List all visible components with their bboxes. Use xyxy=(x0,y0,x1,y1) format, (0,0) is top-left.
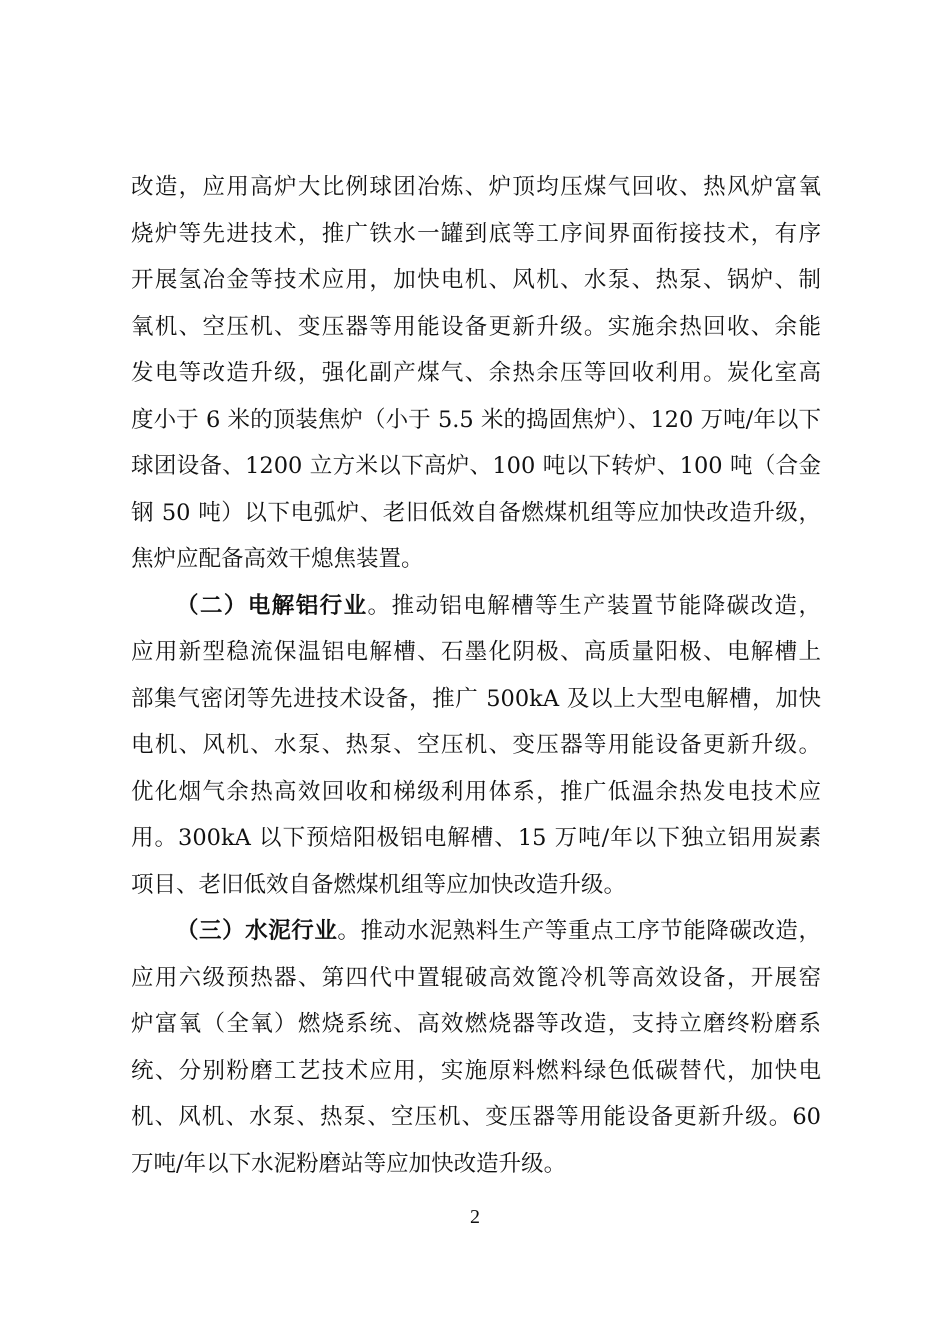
text-span: 。推动水泥熟料生产等重点工序节能降碳改造， xyxy=(337,918,821,944)
text-line: 统、分别粉磨工艺技术应用，实施原料燃料绿色低碳替代，加快电 xyxy=(131,1057,821,1084)
text-line: 氧机、空压机、变压器等用能设备更新升级。实施余热回收、余能 xyxy=(131,313,821,340)
text-line: 钢 50 吨）以下电弧炉、老旧低效自备燃煤机组等应加快改造升级， xyxy=(131,499,821,526)
paragraph-aluminum xyxy=(131,583,821,909)
section-heading-cement: （三）水泥行业 xyxy=(176,918,338,944)
text-line: 电机、风机、水泵、热泵、空压机、变压器等用能设备更新升级。 xyxy=(131,732,821,758)
text-line: 球团设备、1200 立方米以下高炉、100 吨以下转炉、100 吨（合金 xyxy=(131,453,821,479)
paragraph-steel-continued xyxy=(131,164,821,583)
text-line: 烧炉等先进技术，推广铁水一罐到底等工序间界面衔接技术，有序 xyxy=(131,220,821,247)
text-line: 应用六级预热器、第四代中置辊破高效篦冷机等高效设备，开展窑 xyxy=(131,964,821,991)
text-line: 度小于 6 米的顶装焦炉（小于 5.5 米的捣固焦炉）、120 万吨/年以下 xyxy=(131,406,821,433)
text-line xyxy=(131,908,821,955)
text-line: 机、风机、水泵、热泵、空压机、变压器等用能设备更新升级。60 xyxy=(131,1104,821,1130)
text-line: 用。300kA 以下预焙阳极铝电解槽、15 万吨/年以下独立铝用炭素 xyxy=(131,825,821,851)
text-line xyxy=(131,583,821,630)
paragraph-cement xyxy=(131,908,821,1187)
text-line: 炉富氧（全氧）燃烧系统、高效燃烧器等改造，支持立磨终粉磨系 xyxy=(131,1011,821,1037)
text-line: 改造，应用高炉大比例球团冶炼、炉顶均压煤气回收、热风炉富氧 xyxy=(131,174,821,200)
page-number: 2 xyxy=(470,1206,480,1228)
text-line: 发电等改造升级，强化副产煤气、余热余压等回收利用。炭化室高 xyxy=(131,360,821,386)
body-text xyxy=(131,164,821,1187)
section-heading-aluminum: （二）电解铝行业 xyxy=(176,592,368,619)
text-line: 优化烟气余热高效回收和梯级利用体系，推广低温余热发电技术应 xyxy=(131,778,821,805)
text-line: 万吨/年以下水泥粉磨站等应加快改造升级。 xyxy=(131,1150,567,1177)
text-line: 开展氢冶金等技术应用，加快电机、风机、水泵、热泵、锅炉、制 xyxy=(131,267,821,293)
text-line: 部集气密闭等先进技术设备，推广 500kA 及以上大型电解槽，加快 xyxy=(131,685,821,712)
text-span: 。推动铝电解槽等生产装置节能降碳改造， xyxy=(367,592,821,619)
text-line: 焦炉应配备高效干熄焦装置。 xyxy=(131,546,424,572)
text-line: 项目、老旧低效自备燃煤机组等应加快改造升级。 xyxy=(131,871,627,898)
text-line: 应用新型稳流保温铝电解槽、石墨化阴极、高质量阳极、电解槽上 xyxy=(131,639,821,665)
